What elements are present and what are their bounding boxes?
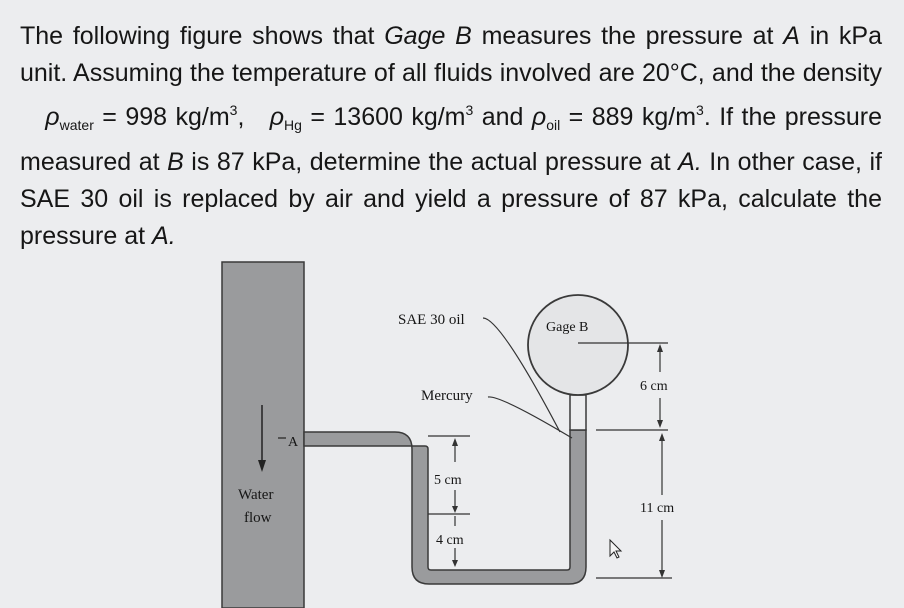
cursor-icon: [610, 540, 621, 558]
label-flow: flow: [244, 510, 272, 526]
dimension-arrow-icon: [452, 560, 458, 567]
label-4cm: 4 cm: [436, 533, 464, 548]
problem-text: The following figure shows that: [20, 22, 385, 50]
b-ref: B: [167, 148, 184, 176]
point-a-ref: A: [783, 22, 800, 50]
dimension-arrow-icon: [452, 438, 458, 446]
gage-stem: [570, 395, 586, 430]
dimension-arrow-icon: [657, 420, 663, 428]
gage-b-ref: Gage B: [384, 22, 472, 50]
problem-text: If the pressure measured at: [20, 103, 882, 176]
dimension-arrow-icon: [659, 570, 665, 578]
label-6cm: 6 cm: [640, 379, 668, 394]
problem-statement: The following figure shows that Gage B measures the pressure at A in kPa unit. Assuming the temperature of all fluids involved are 20°C, and the density $\rho_{water} = 998$ $kg/m^3$, $\rho_{Hg} = 13600$ $kg/m^3$ and $\rho_{oil} = 889$ $kg/m^3$. If the pressure measured at B is 87 kPa, determine the actual pressure at A. In other case, if SAE 30 oil is replaced by air and yield a pressure of 87 kPa, calculate the pressure at A.: [20, 22, 882, 250]
problem-text: In other case, if SAE 30 oil is replaced by air and yield a pressure of 87 kPa, calculate the pressure at: [20, 148, 882, 250]
problem-text: measures the pressure at: [471, 22, 784, 50]
dimension-arrow-icon: [657, 344, 663, 352]
problem-text: is 87 kPa, determine the actual pressure at: [183, 148, 679, 176]
label-gage-b: Gage B: [546, 320, 589, 335]
label-mercury: Mercury: [421, 388, 473, 404]
label-water: Water: [238, 487, 274, 503]
label-sae-oil: SAE 30 oil: [398, 312, 465, 328]
problem-text: in kPa unit. Assuming the temperature of all fluids involved are 20°C, and the density: [20, 22, 882, 87]
density-water: $\rho_{water}$: [45, 103, 94, 133]
manometer-tube: [304, 430, 586, 584]
density-mercury: $\rho_{Hg}$: [269, 103, 302, 133]
a-ref: A.: [152, 222, 176, 250]
label-11cm: 11 cm: [640, 501, 675, 516]
label-point-a: A: [288, 435, 299, 450]
a-ref: A.: [678, 148, 702, 176]
problem-text: and: [473, 103, 532, 131]
dimension-arrow-icon: [452, 506, 458, 513]
density-oil: $\rho_{oil}$: [531, 103, 561, 133]
label-5cm: 5 cm: [434, 473, 462, 488]
dimension-arrow-icon: [659, 433, 665, 441]
gage-b-dial: [528, 295, 628, 395]
